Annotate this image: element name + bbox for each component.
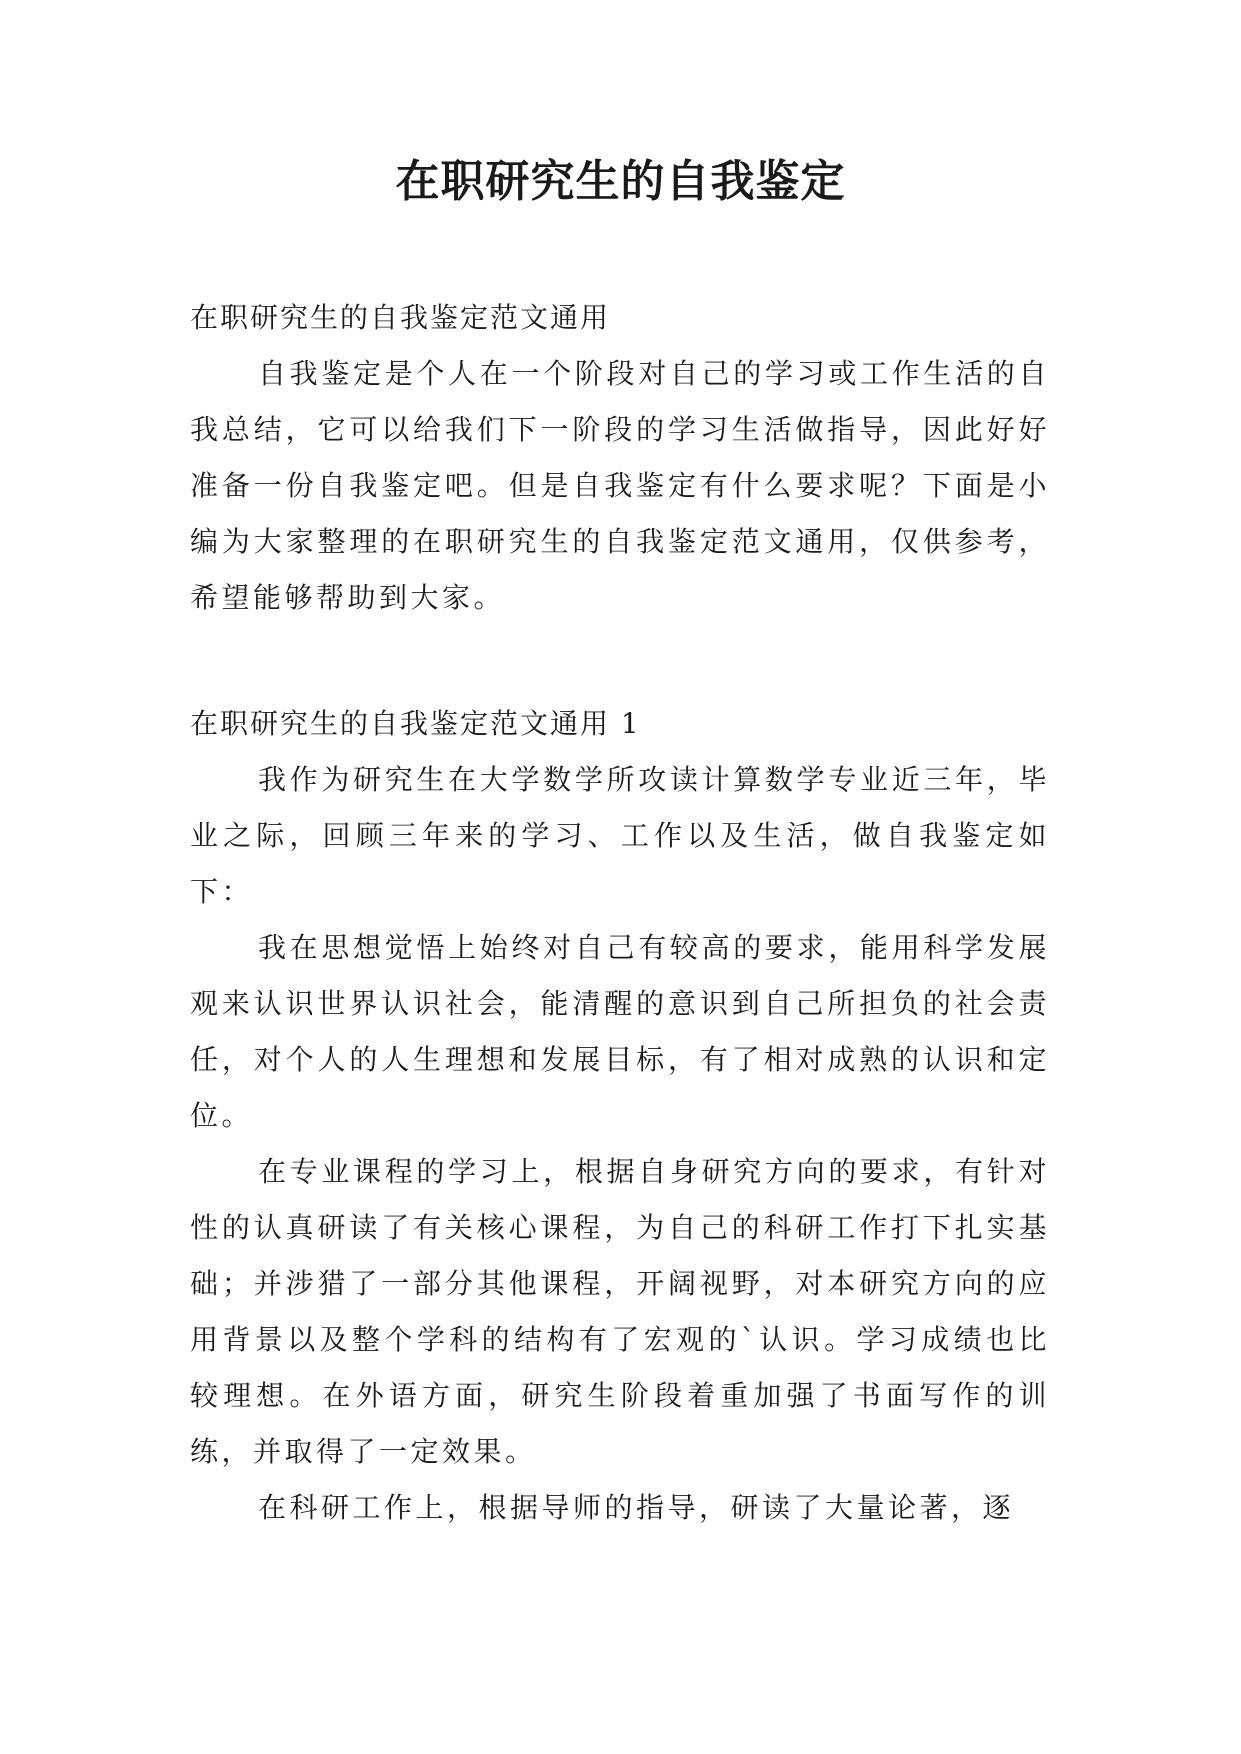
body-paragraph: 我在思想觉悟上始终对自己有较高的要求，能用科学发展观来认识世界认识社会，能清醒的意识到自己所担负的社会责任，对个人的人生理想和发展目标，有了相对成熟的认识和定位。 xyxy=(190,931,1050,1132)
document-title: 在职研究生的自我鉴定 xyxy=(395,156,846,207)
body-paragraph: 在专业课程的学习上，根据自身研究方向的要求，有针对性的认真研读了有关核心课程，为自己的科研工作打下扎实基础；并涉猎了一部分其他课程，开阔视野，对本研究方向的应用背景以及整个学科的结构有了宏观的`认识。学习成绩也比较理想。在外语方面，研究生阶段着重加强了书面写作的训练，并取得了一定效果。 xyxy=(190,1155,1050,1468)
body-paragraph: 在科研工作上，根据导师的指导，研读了大量论著，逐 xyxy=(258,1491,1015,1524)
subheading: 在职研究生的自我鉴定范文通用 xyxy=(190,301,611,334)
intro-paragraph: 自我鉴定是个人在一个阶段对自己的学习或工作生活的自我总结，它可以给我们下一阶段的学习生活做指导，因此好好准备一份自我鉴定吧。但是自我鉴定有什么要求呢？下面是小编为大家整理的在职研究生的自我鉴定范文通用，仅供参考，希望能够帮助到大家。 xyxy=(190,357,1050,614)
subheading: 在职研究生的自我鉴定范文通用 1 xyxy=(190,707,641,740)
body-paragraph: 我作为研究生在大学数学所攻读计算数学专业近三年，毕业之际，回顾三年来的学习、工作以及生活，做自我鉴定如下： xyxy=(190,763,1050,908)
